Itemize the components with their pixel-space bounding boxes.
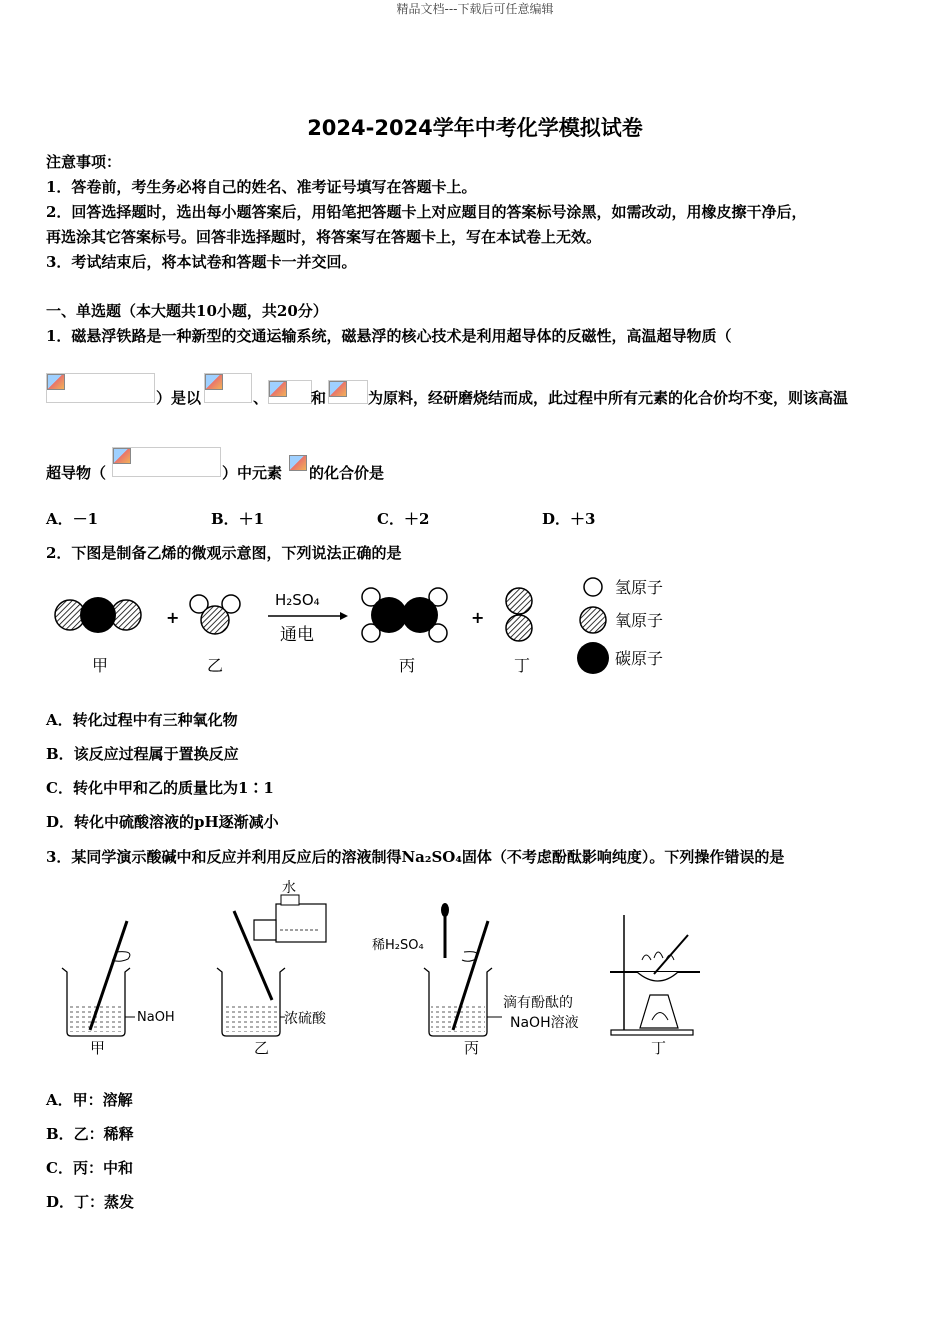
label-yi: 乙 bbox=[254, 1039, 270, 1057]
image-icon bbox=[329, 381, 347, 397]
formula-image bbox=[289, 455, 307, 477]
legend-carbon: 碳原子 bbox=[615, 649, 664, 668]
evaporation-setup bbox=[610, 915, 700, 1035]
q1-option-d[interactable]: D．＋3 bbox=[542, 510, 596, 528]
note-item: 3．考试结束后，将本试卷和答题卡一并交回。 bbox=[46, 253, 357, 271]
dilute-acid-label: 稀H₂SO₄ bbox=[372, 938, 424, 953]
q1-text: 为原料，经研磨烧结而成，此过程中所有元素的化合价均不变，则该高温 bbox=[368, 389, 849, 407]
q2-stem: 2．下图是制备乙烯的微观示意图，下列说法正确的是 bbox=[46, 544, 402, 562]
page-header: 精品文档---下载后可任意编辑 bbox=[396, 2, 554, 16]
legend bbox=[577, 578, 663, 674]
note-item: 2．回答选择题时，选出每小题答案后，用铅笔把答题卡上对应题目的答案标号涂黑，如需改动，用橡皮擦干净后， bbox=[46, 203, 807, 221]
q1-option-a[interactable]: A．－1 bbox=[46, 510, 99, 528]
beaker-jia bbox=[62, 921, 135, 1036]
catalyst-label: H₂SO₄ bbox=[275, 591, 320, 609]
q3-stem: 3．某同学演示酸碱中和反应并利用反应后的溶液制得Na₂SO₄固体（不考虑酚酞影响纯度）。下列操作错误的是 bbox=[46, 848, 785, 866]
q3-option-b[interactable]: B．乙：稀释 bbox=[46, 1125, 134, 1143]
notes-heading: 注意事项： bbox=[46, 153, 122, 171]
label-yi: 乙 bbox=[207, 656, 224, 675]
formula-image bbox=[268, 380, 312, 404]
section-heading: 一、单选题（本大题共10小题，共20分） bbox=[46, 302, 328, 320]
note-item: 1．答卷前，考生务必将自己的姓名、准考证号填写在答题卡上。 bbox=[46, 178, 477, 196]
q2-option-b[interactable]: B．该反应过程属于置换反应 bbox=[46, 745, 239, 763]
image-icon bbox=[289, 455, 307, 471]
formula-image bbox=[328, 380, 368, 404]
note-item: 再选涂其它答案标号。回答非选择题时，将答案写在答题卡上，写在本试卷上无效。 bbox=[46, 228, 602, 246]
formula-image bbox=[112, 447, 221, 477]
q1-text: 和 bbox=[311, 389, 327, 407]
beaker-bing bbox=[424, 903, 502, 1036]
q1-text: 、 bbox=[253, 389, 269, 407]
q1-option-b[interactable]: B．＋1 bbox=[211, 510, 265, 528]
page-title: 2024-2024学年中考化学模拟试卷 bbox=[307, 116, 643, 140]
formula-image bbox=[204, 373, 252, 403]
label-bing: 丙 bbox=[464, 1039, 480, 1057]
q1-stem: 1．磁悬浮铁路是一种新型的交通运输系统，磁悬浮的核心技术是利用超导体的反磁性，高温超导物质（ bbox=[46, 327, 732, 345]
molecule-bing bbox=[362, 588, 447, 642]
q1-text: ）中元素 bbox=[222, 464, 283, 482]
phenolphthalein-label: 滴有酚酞的 bbox=[503, 995, 573, 1011]
q2-option-a[interactable]: A．转化过程中有三种氧化物 bbox=[46, 711, 238, 729]
q1-option-c[interactable]: C．＋2 bbox=[377, 510, 430, 528]
condition-label: 通电 bbox=[280, 625, 314, 645]
label-jia: 甲 bbox=[90, 1039, 106, 1057]
molecule-jia bbox=[55, 597, 141, 633]
molecule-yi bbox=[190, 595, 240, 634]
image-icon bbox=[205, 374, 223, 390]
q3-option-c[interactable]: C．丙：中和 bbox=[46, 1159, 133, 1177]
legend-oxygen: 氧原子 bbox=[615, 611, 664, 630]
naoh-solution-label: NaOH溶液 bbox=[510, 1015, 579, 1031]
water-label: 水 bbox=[282, 880, 296, 896]
q3-option-d[interactable]: D．丁：蒸发 bbox=[46, 1193, 135, 1211]
q1-text: 超导物（ bbox=[46, 464, 107, 482]
q1-text: 的化合价是 bbox=[309, 464, 385, 482]
label-jia: 甲 bbox=[92, 656, 109, 675]
label-bing: 丙 bbox=[399, 656, 416, 675]
q3-option-a[interactable]: A．甲：溶解 bbox=[46, 1091, 133, 1109]
label-ding: 丁 bbox=[651, 1039, 667, 1057]
image-icon bbox=[113, 448, 131, 464]
label-ding: 丁 bbox=[514, 656, 531, 675]
formula-image bbox=[46, 373, 155, 403]
q1-text: ）是以 bbox=[156, 389, 202, 407]
conc-acid-label: 浓硫酸 bbox=[284, 1011, 326, 1027]
q2-reaction-diagram bbox=[40, 570, 700, 685]
molecule-ding bbox=[506, 588, 532, 641]
plus-sign: + bbox=[166, 608, 180, 627]
arrow-head-icon bbox=[340, 612, 348, 620]
image-icon bbox=[269, 381, 287, 397]
plus-sign: + bbox=[471, 608, 485, 627]
q2-option-c[interactable]: C．转化中甲和乙的质量比为1∶1 bbox=[46, 779, 274, 797]
legend-hydrogen: 氢原子 bbox=[615, 578, 664, 597]
q3-lab-figure bbox=[40, 880, 710, 1065]
naoh-label: NaOH bbox=[137, 1010, 175, 1025]
image-icon bbox=[47, 374, 65, 390]
q2-option-d[interactable]: D．转化中硫酸溶液的pH逐渐减小 bbox=[46, 813, 279, 831]
